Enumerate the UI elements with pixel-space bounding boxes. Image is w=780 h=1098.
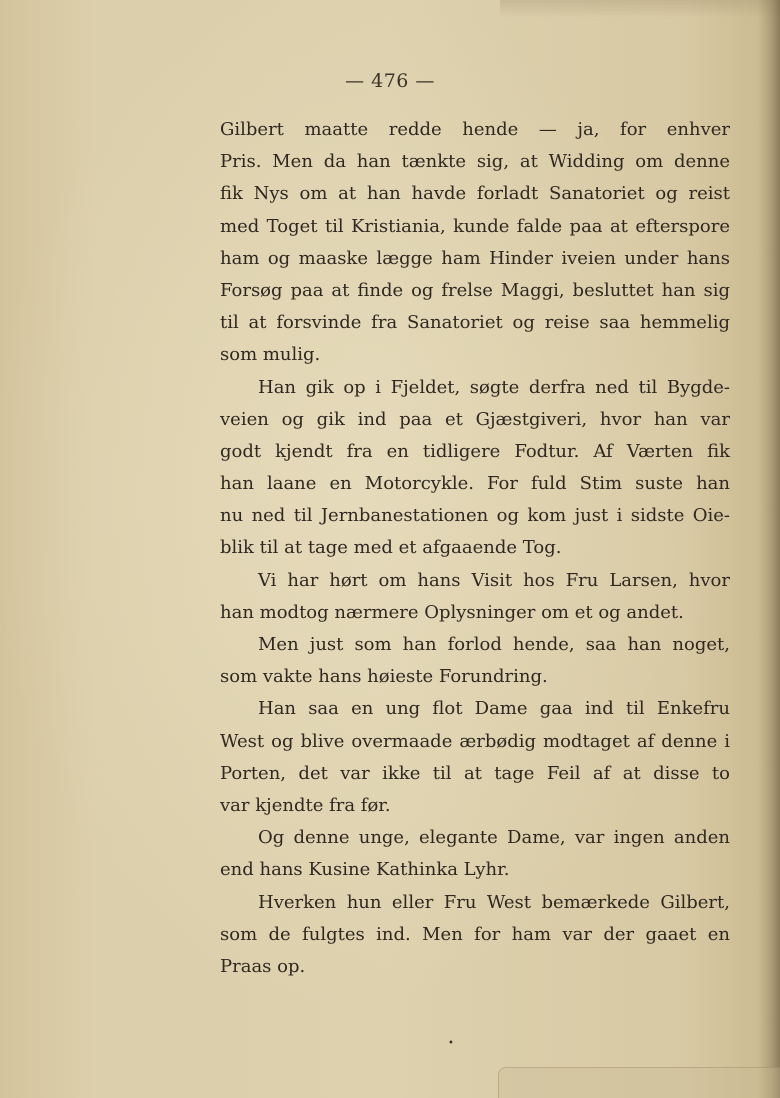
text-line: han modtog nærmere Oplysninger om et og andet. [220,601,684,623]
text-line: Og denne unge, elegante Dame, var ingen anden [258,827,730,849]
text-line: Han saa en ung flot Dame gaa ind til Enkefru [258,698,730,720]
text-line: Praas op. [220,955,306,977]
page-number-header: — 476 — [345,70,435,92]
bottom-page-fold [498,1067,780,1098]
text-line: Pris. Men da han tænkte sig, at Widding om denne [220,151,730,173]
text-line: som mulig. [220,344,321,366]
text-line: godt kjendt fra en tidligere Fodtur. Af Værten fik [220,440,730,462]
text-line: som vakte hans høieste Forundring. [220,666,548,688]
text-line: Han gik op i Fjeldet, søgte derfra ned til Bygde- [258,376,730,398]
text-line: Vi har hørt om hans Visit hos Fru Larsen, hvor [258,569,730,591]
text-line: Forsøg paa at finde og frelse Maggi, besluttet han sig [220,279,730,301]
text-line: Men just som han forlod hende, saa han noget, [258,634,730,655]
text-line: han laane en Motorcykle. For fuld Stim suste han [220,473,730,495]
body-text [220,114,730,983]
text-line: nu ned til Jernbanestationen og kom just i sidste Oie- [220,505,730,527]
text-line: West og blive overmaade ærbødig modtaget af denne i [220,730,730,752]
text-line: end hans Kusine Kathinka Lyhr. [220,859,510,881]
spine-shadow [758,0,780,1098]
bottom-ornament: • [448,1038,454,1049]
top-page-fold [500,0,780,18]
text-line: ham og maaske lægge ham Hinder iveien under hans [220,247,730,269]
text-line: Gilbert maatte redde hende — ja, for enhver [220,119,730,140]
text-line: veien og gik ind paa et Gjæstgiveri, hvor han var [220,408,730,430]
text-line: var kjendte fra før. [220,794,391,816]
text-line: med Toget til Kristiania, kunde falde paa at efterspore [220,215,730,237]
text-line: blik til at tage med et afgaaende Tog. [220,537,562,559]
text-line: fik Nys om at han havde forladt Sanatoriet og reist [220,183,730,205]
text-line: Hverken hun eller Fru West bemærkede Gilbert, [258,891,730,913]
text-line: Porten, det var ikke til at tage Feil af at disse to [220,762,730,784]
text-line: som de fulgtes ind. Men for ham var der gaaet en [220,923,730,945]
text-line: til at forsvinde fra Sanatoriet og reise saa hemmelig [220,312,730,334]
